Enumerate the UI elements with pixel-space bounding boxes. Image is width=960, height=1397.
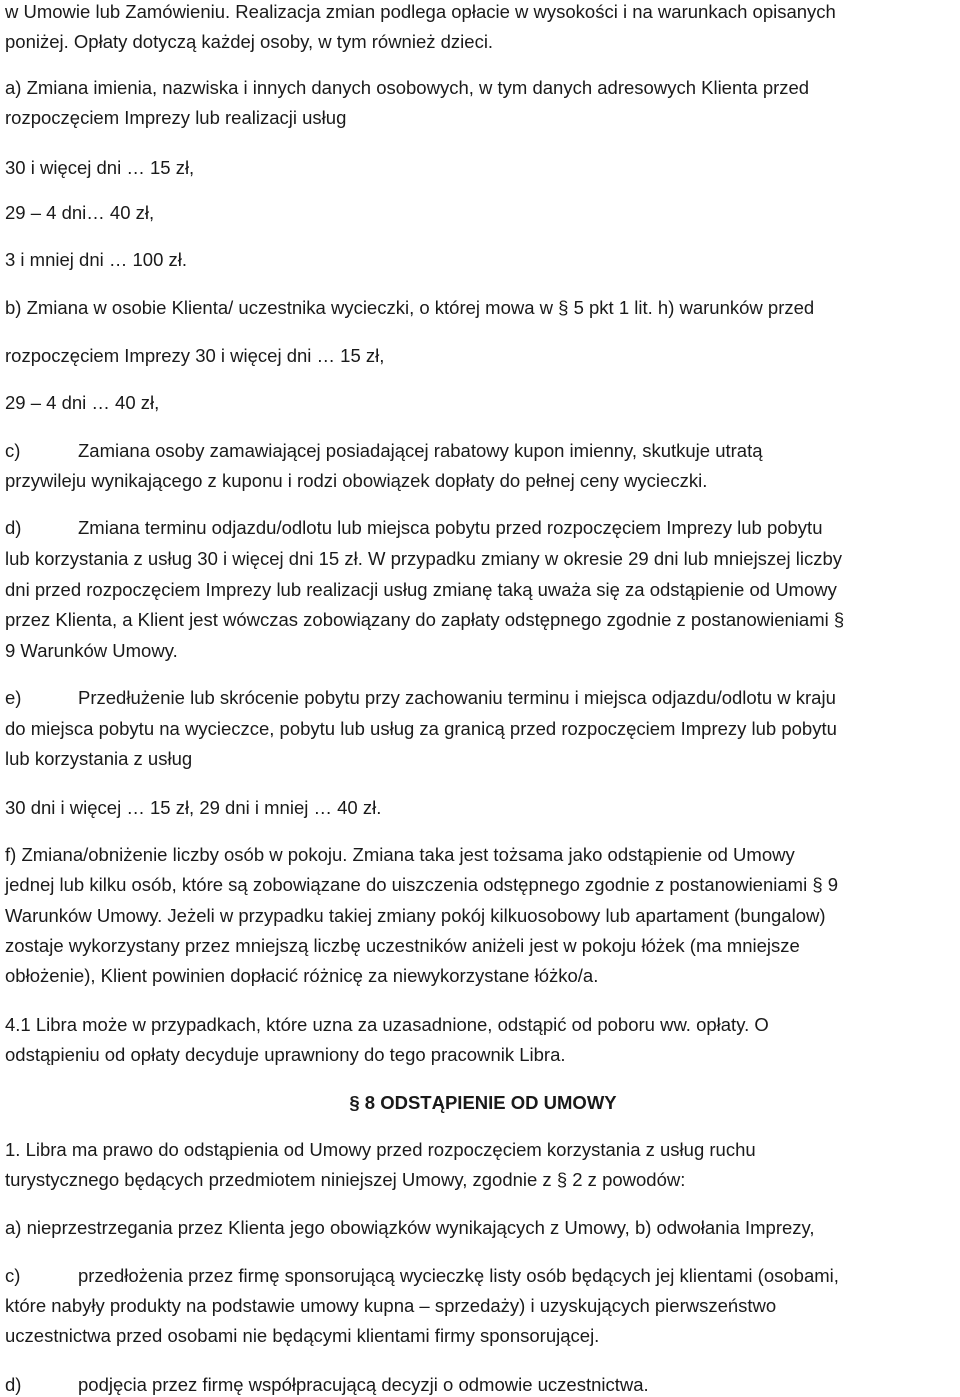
list-label: c)	[5, 1265, 21, 1286]
paragraph-line: turystycznego będących przedmiotem niniejszej Umowy, zgodnie z § 2 z powodów:	[5, 1169, 686, 1190]
list-item-e	[5, 686, 836, 710]
list-label: e)	[5, 687, 22, 708]
paragraph-line: Warunków Umowy. Jeżeli w przypadku takiej zmiany pokój kilkuosobowy lub apartament (bungalow)	[5, 905, 826, 926]
paragraph-line: lub korzystania z usług	[5, 748, 193, 769]
paragraph-line: rozpoczęciem Imprezy lub realizacji usług	[5, 107, 347, 128]
fee-line: 30 i więcej dni … 15 zł,	[5, 157, 195, 178]
fee-line: 29 – 4 dni… 40 zł,	[5, 202, 155, 223]
paragraph-line: odstąpieniu od opłaty decyduje uprawniony do tego pracownik Libra.	[5, 1044, 566, 1065]
list-item-text: Zamiana osoby zamawiającej posiadającej rabatowy kupon imienny, skutkuje utratą	[78, 440, 763, 461]
paragraph-line: do miejsca pobytu na wycieczce, pobytu lub usług za granicą przed rozpoczęciem Imprezy lub pobytu	[5, 718, 837, 739]
paragraph-line: f) Zmiana/obniżenie liczby osób w pokoju. Zmiana taka jest tożsama jako odstąpienie od Umowy	[5, 844, 795, 865]
paragraph-line: przywileju wynikającego z kuponu i rodzi obowiązek dopłaty do pełnej ceny wycieczki.	[5, 470, 708, 491]
list-item-text: Zmiana terminu odjazdu/odlotu lub miejsca pobytu przed rozpoczęciem Imprezy lub pobytu	[78, 517, 823, 538]
list-item-d	[5, 1373, 649, 1397]
paragraph-line: dni przed rozpoczęciem Imprezy lub realizacji usług zmianę taką uważa się za odstąpienie od Umowy	[5, 579, 837, 600]
fee-line: 3 i mniej dni … 100 zł.	[5, 249, 188, 270]
paragraph-line: w Umowie lub Zamówieniu. Realizacja zmian podlega opłacie w wysokości i na warunkach opisanych	[5, 1, 836, 22]
list-item-d	[5, 516, 823, 540]
paragraph-line: rozpoczęciem Imprezy 30 i więcej dni … 15 zł,	[5, 345, 385, 366]
list-item-text: przedłożenia przez firmę sponsorującą wycieczkę listy osób będących jej klientami (osobami,	[78, 1265, 839, 1286]
paragraph-line: a) Zmiana imienia, nazwiska i innych danych osobowych, w tym danych adresowych Klienta przed	[5, 77, 810, 98]
fee-line: 30 dni i więcej … 15 zł, 29 dni i mniej … 40 zł.	[5, 797, 382, 818]
paragraph-line: jednej lub kilku osób, które są zobowiązane do uiszczenia odstępnego zgodnie z postanowieniami § 9	[5, 874, 839, 895]
paragraph-line: 1. Libra ma prawo do odstąpienia od Umowy przed rozpoczęciem korzystania z usług ruchu	[5, 1139, 756, 1160]
paragraph-line: 9 Warunków Umowy.	[5, 640, 178, 661]
section-heading: § 8 ODSTĄPIENIE OD UMOWY	[349, 1092, 617, 1113]
paragraph-line: b) Zmiana w osobie Klienta/ uczestnika wycieczki, o której mowa w § 5 pkt 1 lit. h) warunków przed	[5, 297, 815, 318]
list-item-text: podjęcia przez firmę współpracującą decyzji o odmowie uczestnictwa.	[78, 1374, 649, 1395]
paragraph-line: przez Klienta, a Klient jest wówczas zobowiązany do zapłaty odstępnego zgodnie z postanowieniami §	[5, 609, 845, 630]
paragraph-line: zostaje wykorzystany przez mniejszą liczbę uczestników aniżeli jest w pokoju łóżek (ma mniejsze	[5, 935, 800, 956]
list-item-c	[5, 439, 763, 463]
list-label: d)	[5, 1374, 22, 1395]
fee-line: 29 – 4 dni … 40 zł,	[5, 392, 160, 413]
list-label: d)	[5, 517, 22, 538]
paragraph-line: obłożenie), Klient powinien dopłacić różnicę za niewykorzystane łóżko/a.	[5, 965, 599, 986]
paragraph-line: 4.1 Libra może w przypadkach, które uzna za uzasadnione, odstąpić od poboru ww. opłaty. O	[5, 1014, 769, 1035]
paragraph-line: poniżej. Opłaty dotyczą każdej osoby, w tym również dzieci.	[5, 31, 494, 52]
list-item-text: Przedłużenie lub skrócenie pobytu przy zachowaniu terminu i miejsca odjazdu/odlotu w kraju	[78, 687, 836, 708]
paragraph-line: uczestnictwa przed osobami nie będącymi klientami firmy sponsorującej.	[5, 1325, 600, 1346]
paragraph-line: a) nieprzestrzegania przez Klienta jego obowiązków wynikających z Umowy, b) odwołania Imprezy,	[5, 1217, 815, 1238]
paragraph-line: lub korzystania z usług 30 i więcej dni 15 zł. W przypadku zmiany w okresie 29 dni lub mniejszej liczby	[5, 548, 842, 569]
paragraph-line: które nabyły produkty na podstawie umowy kupna – sprzedaży) i uzyskujących pierwszeństwo	[5, 1295, 777, 1316]
list-item-c	[5, 1264, 839, 1288]
list-label: c)	[5, 440, 21, 461]
